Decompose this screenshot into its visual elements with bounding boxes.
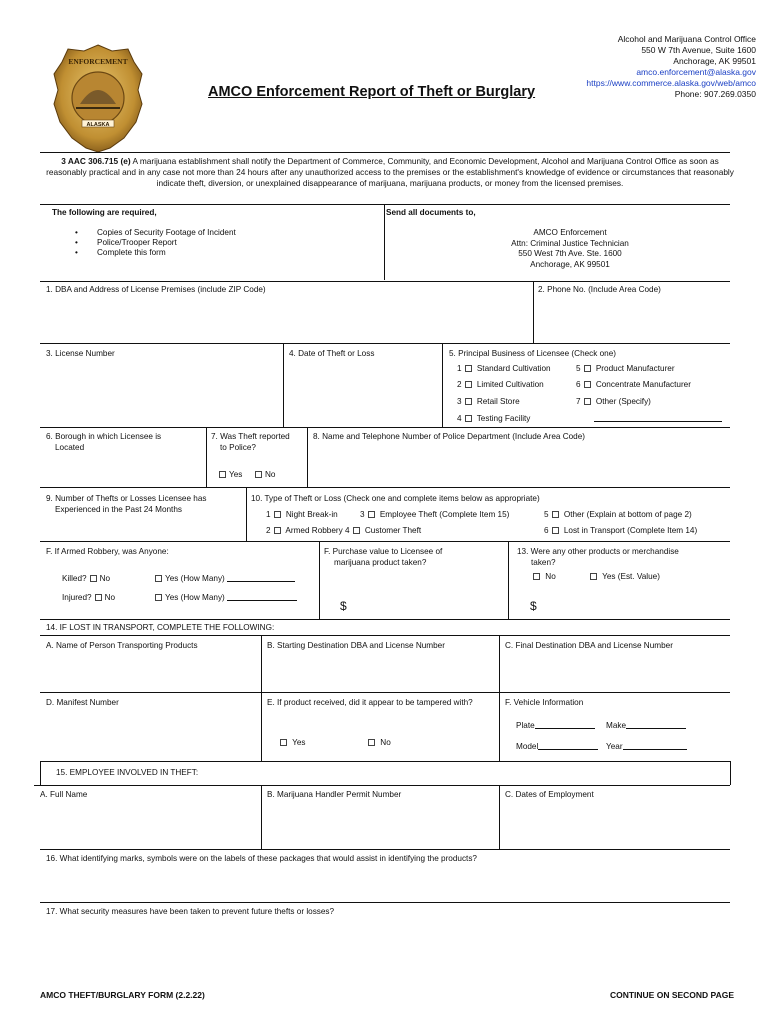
checkbox-icon[interactable] xyxy=(584,381,591,388)
field-7-label: 7. Was Theft reported to Police? xyxy=(211,432,290,452)
field-3-label: 3. License Number xyxy=(46,349,115,358)
theft-type-armed-robbery[interactable]: 2 Armed Robbery 4 Customer Theft xyxy=(266,526,422,535)
checkbox-icon[interactable] xyxy=(584,398,591,405)
theft-type-employee-theft[interactable]: 3 Employee Theft (Complete Item 15) xyxy=(360,510,510,519)
field-17-label: 17. What security measures have been taken to prevent future thefts or losses? xyxy=(46,907,335,916)
office-email-link[interactable]: amco.enforcement@alaska.gov xyxy=(636,67,756,77)
checkbox-icon[interactable] xyxy=(465,381,472,388)
field-16-label: 16. What identifying marks, symbols were on the labels of these packages that would assist in identifying the products? xyxy=(46,854,477,863)
section-14-heading: 14. IF LOST IN TRANSPORT, COMPLETE THE FOLLOWING: xyxy=(46,623,275,632)
business-option-testing-facility[interactable]: 4 Testing Facility xyxy=(457,414,531,423)
page-title: AMCO Enforcement Report of Theft or Burglary xyxy=(208,84,536,100)
plate-line[interactable] xyxy=(535,721,595,729)
tampered-yes[interactable]: Yes xyxy=(277,738,306,749)
checkbox-icon[interactable] xyxy=(590,573,597,580)
other-products-dollar: $ xyxy=(530,599,537,613)
field-14d-label: D. Manifest Number xyxy=(46,698,119,707)
theft-type-lost-in-transport[interactable]: 6 Lost in Transport (Complete Item 14) xyxy=(544,526,698,535)
required-item: • Copies of Security Footage of Incident xyxy=(97,228,236,239)
checkbox-icon[interactable] xyxy=(552,511,559,518)
injured-count-line[interactable] xyxy=(227,593,297,601)
field-4-label: 4. Date of Theft or Loss xyxy=(289,349,375,358)
office-city: Anchorage, AK 99501 xyxy=(673,56,756,66)
police-reported-no[interactable]: No xyxy=(252,470,275,481)
field-14b-label: B. Starting Destination DBA and License Number xyxy=(267,641,445,650)
checkbox-icon[interactable] xyxy=(368,739,375,746)
checkbox-icon[interactable] xyxy=(274,511,281,518)
injured-no[interactable]: Injured? No xyxy=(62,593,116,602)
office-name: Alcohol and Marijuana Control Office xyxy=(617,34,756,44)
required-heading: The following are required, xyxy=(52,208,157,217)
required-item: • Complete this form xyxy=(97,248,166,259)
field-15b-label: B. Marijuana Handler Permit Number xyxy=(267,790,402,799)
business-option-standard-cultivation[interactable]: 1 Standard Cultivation xyxy=(457,364,551,373)
vehicle-plate[interactable]: Plate xyxy=(516,721,595,732)
field-6-label: 6. Borough in which Licensee is Located xyxy=(46,432,162,452)
theft-type-night-break-in[interactable]: 1 Night Break-in xyxy=(266,510,338,519)
badge-enforcement-text: ENFORCEMENT xyxy=(68,57,128,66)
business-option-concentrate-manufacturer[interactable]: 6 Concentrate Manufacturer xyxy=(576,380,691,389)
vehicle-model[interactable]: Model xyxy=(516,742,598,753)
theft-type-other[interactable]: 5 Other (Explain at bottom of page 2) xyxy=(544,510,692,519)
field-13-label: 13. Were any other products or merchandise taken? xyxy=(517,547,679,567)
office-phone: Phone: 907.269.0350 xyxy=(674,89,756,99)
field-15c-label: C. Dates of Employment xyxy=(505,790,594,799)
checkbox-icon[interactable] xyxy=(465,415,472,422)
field-12-label: F. Purchase value to Licensee of marijuana product taken? xyxy=(324,547,443,567)
form-id-footer: AMCO THEFT/BURGLARY FORM (2.2.22) xyxy=(40,990,205,1000)
checkbox-icon[interactable] xyxy=(584,365,591,372)
field-9-label: 9. Number of Thefts or Losses Licensee has Experienced in the Past 24 Months xyxy=(46,494,207,514)
killed-yes[interactable]: Yes (How Many) xyxy=(152,574,295,585)
field-10-label: 10. Type of Theft or Loss (Check one and complete items below as appropriate) xyxy=(251,494,540,503)
checkbox-icon[interactable] xyxy=(219,471,226,478)
continue-footer: CONTINUE ON SECOND PAGE xyxy=(609,990,734,1000)
send-line: Attn: Criminal Justice Technician xyxy=(511,238,629,248)
field-14f-label: F. Vehicle Information xyxy=(505,698,584,707)
checkbox-icon[interactable] xyxy=(533,573,540,580)
killed-no[interactable]: Killed? No xyxy=(62,574,111,583)
office-web-link[interactable]: https://www.commerce.alaska.gov/web/amco xyxy=(586,78,756,88)
checkbox-icon[interactable] xyxy=(353,527,360,534)
regulation-text: A marijuana establishment shall notify the Department of Commerce, Community, and Economic Development, Alcohol and Marijuana Control Office as soon as reasonably practical and in any case not more than 24 hours after any unauthorized access to the premises or the establishment's knowledge of evidence or circumstances that reasonably indicate theft, diversion, or unexplained disappearance of marijuana, marijuana products, or money from the licensed premises. xyxy=(46,156,734,189)
model-line[interactable] xyxy=(538,742,598,750)
vehicle-make[interactable]: Make xyxy=(606,721,686,732)
send-address xyxy=(470,228,670,270)
business-option-limited-cultivation[interactable]: 2 Limited Cultivation xyxy=(457,380,544,389)
other-products-yes[interactable]: Yes (Est. Value) xyxy=(587,572,660,583)
police-reported-yes[interactable]: Yes xyxy=(216,470,242,481)
tampered-no[interactable]: No xyxy=(365,738,391,749)
vehicle-year[interactable]: Year xyxy=(606,742,687,753)
business-option-product-manufacturer[interactable]: 5 Product Manufacturer xyxy=(576,364,675,373)
purchase-value-dollar: $ xyxy=(340,599,347,613)
year-line[interactable] xyxy=(623,742,687,750)
required-item: • Police/Trooper Report xyxy=(97,238,177,249)
checkbox-icon[interactable] xyxy=(155,575,162,582)
field-5-label: 5. Principal Business of Licensee (Check one) xyxy=(449,349,617,358)
checkbox-icon[interactable] xyxy=(552,527,559,534)
field-14a-label: A. Name of Person Transporting Products xyxy=(46,641,198,650)
other-products-no[interactable]: No xyxy=(530,572,556,583)
make-line[interactable] xyxy=(626,721,686,729)
checkbox-icon[interactable] xyxy=(255,471,262,478)
checkbox-icon[interactable] xyxy=(280,739,287,746)
injured-yes[interactable]: Yes (How Many) xyxy=(152,593,297,604)
section-15-heading: 15. EMPLOYEE INVOLVED IN THEFT: xyxy=(56,768,199,777)
business-option-retail-store[interactable]: 3 Retail Store xyxy=(457,397,520,406)
business-option-other[interactable]: 7 Other (Specify) xyxy=(576,397,651,406)
field-f-label: F. If Armed Robbery, was Anyone: xyxy=(46,547,169,556)
office-street: 550 W 7th Avenue, Suite 1600 xyxy=(641,45,756,55)
send-line: 550 West 7th Ave. Ste. 1600 xyxy=(518,249,622,258)
badge-alaska-text: ALASKA xyxy=(86,121,110,128)
field-1-label: 1. DBA and Address of License Premises (include ZIP Code) xyxy=(46,285,266,294)
checkbox-icon[interactable] xyxy=(368,511,375,518)
checkbox-icon[interactable] xyxy=(465,398,472,405)
killed-count-line[interactable] xyxy=(227,574,295,582)
other-specify-line[interactable] xyxy=(594,414,722,422)
send-line: Anchorage, AK 99501 xyxy=(530,259,610,269)
field-15a-label: A. Full Name xyxy=(40,790,88,799)
field-2-label: 2. Phone No. (Include Area Code) xyxy=(538,285,661,294)
field-14e-label: E. If product received, did it appear to be tampered with? xyxy=(267,698,473,707)
regulation-intro xyxy=(40,156,740,190)
checkbox-icon[interactable] xyxy=(90,575,97,582)
regulation-citation: 3 AAC 306.715 (e) xyxy=(61,156,131,166)
field-8-label: 8. Name and Telephone Number of Police Department (Include Area Code) xyxy=(313,432,586,441)
send-line: AMCO Enforcement xyxy=(533,228,607,237)
checkbox-icon[interactable] xyxy=(95,594,102,601)
enforcement-badge-logo xyxy=(52,42,144,154)
checkbox-icon[interactable] xyxy=(155,594,162,601)
checkbox-icon[interactable] xyxy=(465,365,472,372)
field-14c-label: C. Final Destination DBA and License Number xyxy=(505,641,673,650)
send-heading: Send all documents to, xyxy=(386,208,476,217)
checkbox-icon[interactable] xyxy=(274,527,281,534)
office-address xyxy=(586,34,756,100)
